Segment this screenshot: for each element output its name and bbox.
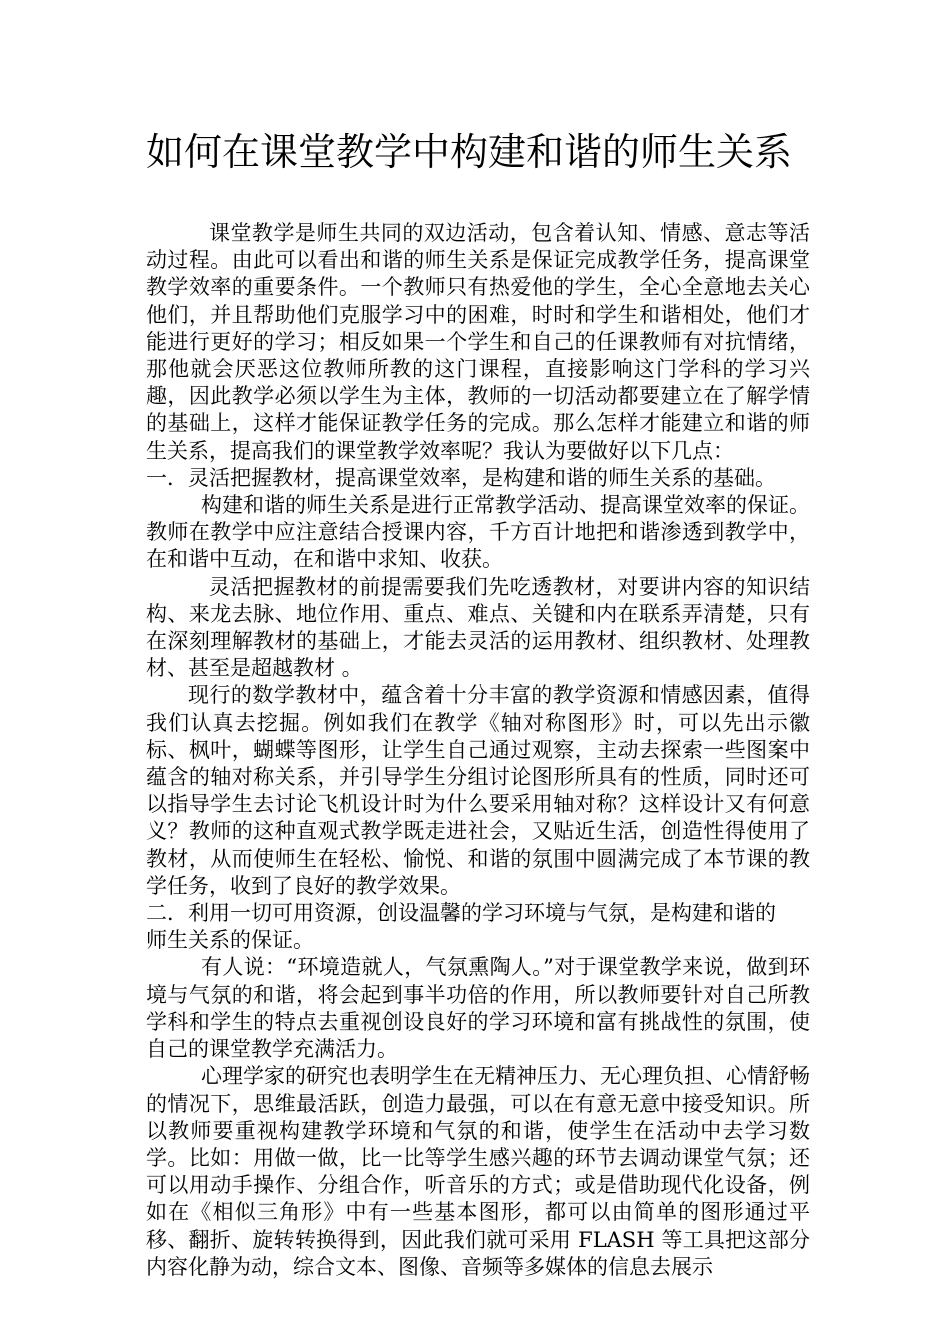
section-heading-2-continued: 师生关系的保证。 [146, 928, 314, 953]
document-title: 如何在课堂教学中构建和谐的师生关系 [146, 130, 793, 174]
paragraph-section1-c: 现行的数学教材中，蕴含着十分丰富的教学资源和情感因素，值得我们认真去挖掘。例如我们在教学《轴对称图形》时，可以先出示徽标、枫叶，蝴蝶等图形，让学生自己通过观察，主动去探索一些图案中蕴含的轴对称关系，并引导学生分组讨论图形所具有的性质，同时还可以指导学生去讨论飞机设计时为什么要采用轴对称？这样设计又有何意义？教师的这种直观式教学既走进社会，又贴近生活，创造性得使用了教材，从而使师生在轻松、愉悦、和谐的氛围中圆满完成了本节课的教学任务，收到了良好的教学效果。 [146, 683, 810, 898]
paragraph-section1-a: 构建和谐的师生关系是进行正常教学活动、提高课堂效率的保证。教师在教学中应注意结合授课内容，千方百计地把和谐渗透到教学中，在和谐中互动，在和谐中求知、收获。 [146, 493, 810, 572]
paragraph-section1-b: 灵活把握教材的前提需要我们先吃透教材，对要讲内容的知识结构、来龙去脉、地位作用、重点、难点、关键和内在联系弄清楚，只有在深刻理解教材的基础上，才能去灵活的运用教材、组织教材、处理教材、甚至是超越教材 。 [146, 574, 810, 681]
section-heading-1: 一．灵活把握教材，提高课堂效率，是构建和谐的师生关系的基础。 [146, 465, 776, 490]
paragraph-intro: 课堂教学是师生共同的双边活动，包含着认知、情感、意志等活动过程。由此可以看出和谐的师生关系是保证完成教学任务，提高课堂教学效率的重要条件。一个教师只有热爱他的学生，全心全意地去关心他们，并且帮助他们克服学习中的困难，时时和学生和谐相处，他们才能进行更好的学习；相反如果一个学生和自己的任课教师有对抗情绪，那他就会厌恶这位教师所教的这门课程，直接影响这门学科的学习兴趣，因此教学必须以学生为主体，教师的一切活动都要建立在了解学情的基础上，这样才能保证教学任务的完成。那么怎样才能建立和谐的师生关系，提高我们的课堂教学效率呢？我认为要做好以下几点： [146, 221, 810, 463]
document-body [146, 220, 810, 1281]
paragraph-section2-a: 有人说：“环境造就人，气氛熏陶人。”对于课堂教学来说，做到环境与气氛的和谐，将会起到事半功倍的作用，所以教师要针对自己所教学科和学生的特点去重视创设良好的学习环境和富有挑战性的氛围，使自己的课堂教学充满活力。 [146, 955, 810, 1062]
section-heading-2: 二．利用一切可用资源，创设温馨的学习环境与气氛，是构建和谐的 [146, 901, 776, 926]
paragraph-section2-b: 心理学家的研究也表明学生在无精神压力、无心理负担、心情舒畅的情况下，思维最活跃，创造力最强，可以在有意无意中接受知识。所以教师要重视构建教学环境和气氛的和谐，使学生在活动中去学习数学。比如：用做一做，比一比等学生感兴趣的环节去调动课堂气氛；还可以用动手操作、分组合作，听音乐的方式；或是借助现代化设备，例如在《相似三角形》中有一些基本图形，都可以由简单的图形通过平移、翻折、旋转转换得到，因此我们就可采用 FLASH 等工具把这部分内容化静为动，综合文本、图像、音频等多媒体的信息去展示 [146, 1064, 810, 1279]
